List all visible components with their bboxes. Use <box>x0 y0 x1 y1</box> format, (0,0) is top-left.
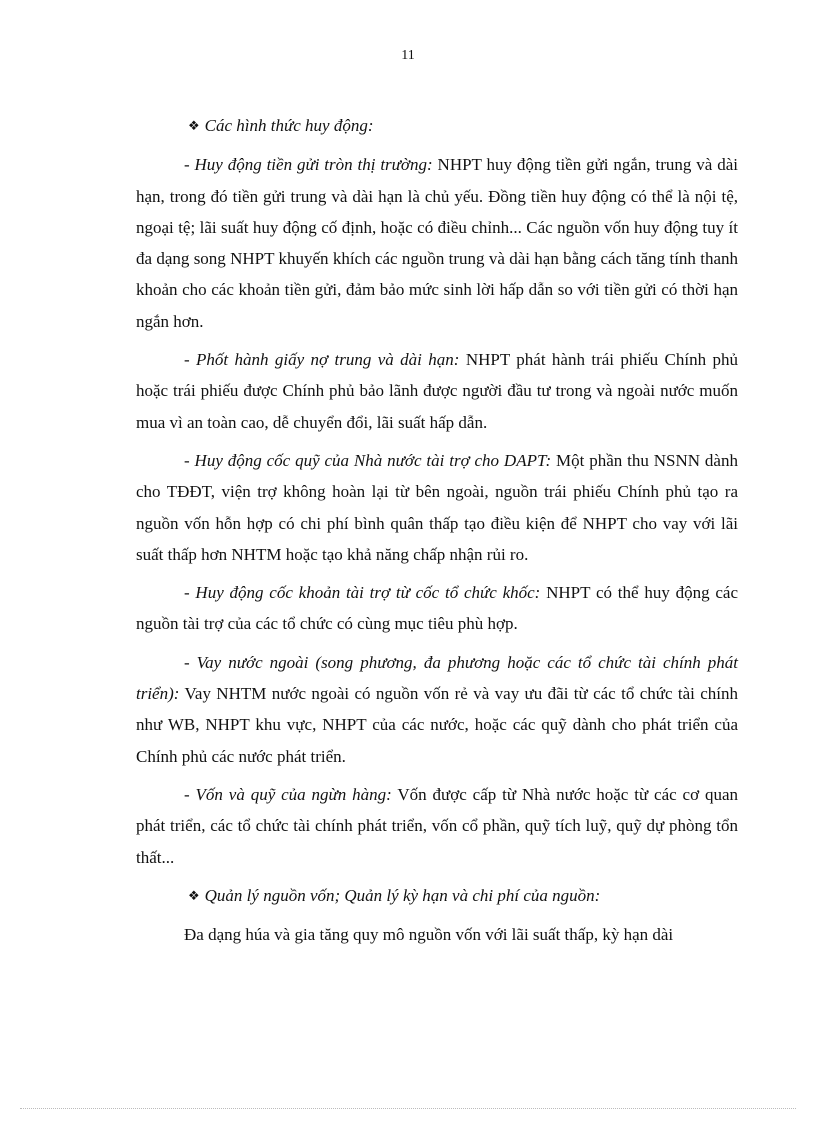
paragraph-lead: - Vốn và quỹ của ngừn hàng: <box>184 784 392 804</box>
section-heading-capital-management <box>136 880 738 912</box>
diamond-bullet-icon: ❖ <box>188 118 200 133</box>
paragraph-foreign-loans <box>136 647 738 772</box>
paragraph-lead: - Phốt hành giấy nợ trung và dài hạn: <box>184 350 460 370</box>
heading-text: Các hình thức huy động: <box>204 116 374 135</box>
paragraph-text: Một phần thu NSNN dành cho TĐĐT, viện trợ không hoàn lại từ bên ngoài, nguồn trái phiếu Chính phủ tạo ra nguồn vốn hỗn hợp có chi phí bình quân thấp tạo điều kiện để NHPT cho vay với lãi suất thấp hơn NHTM hoặc tạo khả năng chấp nhận rủi ro. <box>136 450 738 564</box>
paragraph-other-organizations <box>136 577 738 640</box>
paragraph-state-funds <box>136 445 738 570</box>
paragraph-text: NHPT phát hành trái phiếu Chính phủ hoặc trái phiếu được Chính phủ bảo lãnh được người đầu tư trong và ngoài nước muốn mua vì an toàn cao, dễ chuyển đổi, lãi suất hấp dẫn. <box>136 350 738 432</box>
page-number: 11 <box>401 48 415 63</box>
paragraph-lead: - Huy động cốc quỹ của Nhà nước tài trợ cho DAPT: <box>184 450 552 470</box>
paragraph-lead: - Huy động tiền gửi tròn thị trường: <box>184 155 433 175</box>
page-body <box>136 110 738 957</box>
section-heading-mobilization-forms <box>136 110 738 142</box>
diamond-bullet-icon: ❖ <box>188 887 200 903</box>
page-footer-divider <box>20 1108 796 1109</box>
paragraph-lead: - Huy động cốc khoản tài trợ từ cốc tổ chức khốc: <box>184 583 541 603</box>
paragraph-bond-issuance <box>136 344 738 438</box>
heading-text: Quản lý nguồn vốn; Quản lý kỳ hạn và chi phí của nguồn: <box>204 885 601 905</box>
paragraph-lead: - Vay nước ngoài (song phương, đa phương hoặc các tổ chức tài chính phát triển): <box>136 652 738 704</box>
paragraph-bank-capital <box>136 779 738 873</box>
paragraph-text: Vốn được cấp từ Nhà nước hoặc từ các cơ quan phát triển, các tổ chức tài chính phát triển, vốn cổ phần, quỹ tích luỹ, quỹ dự phòng tổn thất... <box>136 784 738 867</box>
paragraph-diversification: Đa dạng húa và gia tăng quy mô nguồn vốn với lãi suất thấp, kỳ hạn dài <box>184 925 674 945</box>
paragraph-market-deposits <box>136 149 738 337</box>
paragraph-text: Vay NHTM nước ngoài có nguồn vốn rẻ và vay ưu đãi từ các tổ chức tài chính như WB, NHPT khu vực, NHPT của các nước, hoặc các quỹ dành cho phát triển của Chính phủ các nước phát triển. <box>136 684 738 766</box>
paragraph-text: NHPT có thể huy động các nguồn tài trợ của các tổ chức có cùng mục tiêu phù hợp. <box>136 583 738 634</box>
paragraph-text: NHPT huy động tiền gửi ngắn, trung và dài hạn, trong đó tiền gửi trung và dài hạn là chủ yếu. Đồng tiền huy động có thể là nội tệ, ngoại tệ; lãi suất huy động cố định, hoặc có điều chỉnh... Các nguồn vốn huy động tuy ít đa dạng song NHPT khuyến khích các nguồn trung và dài hạn bằng cách tăng tính thanh khoản cho các khoản tiền gửi, đảm bảo mức sinh lời hấp dẫn so với tiền gửi có thời hạn ngắn hơn. <box>136 155 738 331</box>
